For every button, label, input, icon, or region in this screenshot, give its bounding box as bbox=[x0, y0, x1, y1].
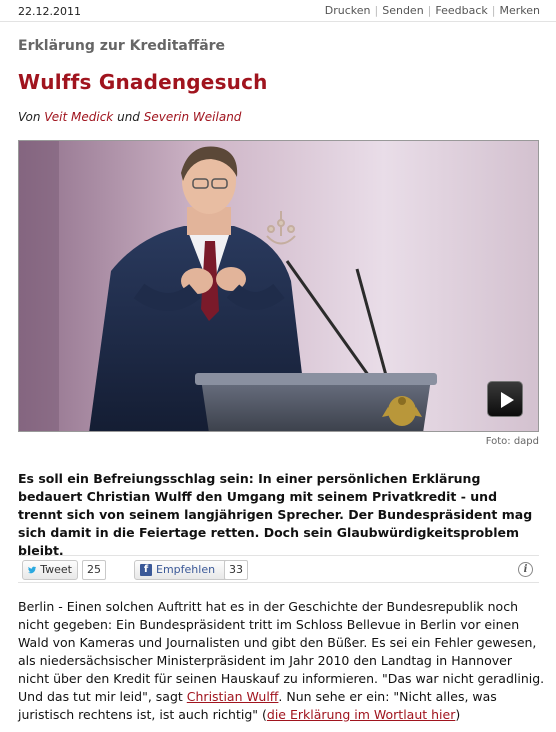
body-text-start: Berlin - Einen solchen Auftritt hat es in der Geschichte der Bundesrepublik noch nicht gegeben: Ein Bundespräsident tritt im Schloss Bellevue in Berlin vor einen Wald von Kameras und Journalisten und gibt den Büßer. Es sei ein Fehler gewesen, als niedersächsischer Ministerpräsident im Jahr 2010 den Landtag in Hannover nicht über den Kredit für seinen Hauskauf zu informieren. "Das war nicht geradlinig. Und das tut mir leid", sagt bbox=[18, 599, 545, 704]
social-bar bbox=[18, 555, 539, 583]
facebook-f-icon: f bbox=[140, 564, 152, 576]
article-body bbox=[18, 598, 546, 724]
toolbar-divider: | bbox=[427, 4, 432, 17]
byline-prefix: Von bbox=[18, 110, 41, 124]
article-date: 22.12.2011 bbox=[18, 5, 81, 18]
toolbar-divider: | bbox=[491, 4, 496, 17]
facebook-label: Empfehlen bbox=[156, 563, 216, 576]
twitter-bird-icon bbox=[28, 565, 36, 575]
body-text-end: ) bbox=[455, 707, 461, 722]
author-link-1[interactable]: Veit Medick bbox=[44, 110, 114, 124]
article-toolbar bbox=[325, 4, 540, 17]
tweet-button[interactable] bbox=[22, 560, 78, 580]
author-link-2[interactable]: Severin Weiland bbox=[143, 110, 242, 124]
tweet-count: 25 bbox=[82, 560, 106, 580]
send-link[interactable]: Senden bbox=[382, 4, 424, 17]
facebook-count: 33 bbox=[224, 560, 248, 580]
article-kicker: Erklärung zur Kreditaffäre bbox=[18, 38, 226, 54]
photo-credit: Foto: dapd bbox=[485, 436, 539, 447]
info-icon[interactable]: i bbox=[518, 562, 533, 577]
press-photo-illustration bbox=[19, 141, 539, 432]
play-video-button[interactable] bbox=[487, 381, 523, 417]
print-link[interactable]: Drucken bbox=[324, 4, 371, 17]
top-bar bbox=[0, 0, 556, 22]
byline-joiner: und bbox=[117, 110, 140, 124]
tweet-label: Tweet bbox=[40, 563, 72, 576]
body-text-middle: . Nun sehe er ein: "Nicht alles, was juristisch rechtens ist, ist auch richtig" ( bbox=[18, 689, 497, 722]
toolbar-divider: | bbox=[374, 4, 379, 17]
feedback-link[interactable]: Feedback bbox=[435, 4, 488, 17]
article-byline bbox=[18, 110, 241, 124]
article-teaser: Es soll ein Befreiungsschlag sein: In einer persönlichen Erklärung bedauert Christian Wulff den Umgang mit seinem Privatkredit - und trennt sich von seinem langjährigen Sprecher. Der Bundespräsident mag sich damit in die Feiertage retten. Doch sein Glaubwürdigkeitsproblem bleibt. bbox=[18, 471, 533, 558]
article-headline: Wulffs Gnadengesuch bbox=[18, 70, 268, 94]
article-photo[interactable] bbox=[18, 140, 539, 432]
statement-transcript-link[interactable]: die Erklärung im Wortlaut hier bbox=[266, 707, 456, 722]
christian-wulff-link[interactable]: Christian Wulff bbox=[186, 689, 279, 704]
bookmark-link[interactable]: Merken bbox=[499, 4, 540, 17]
facebook-recommend-button[interactable] bbox=[134, 560, 236, 580]
